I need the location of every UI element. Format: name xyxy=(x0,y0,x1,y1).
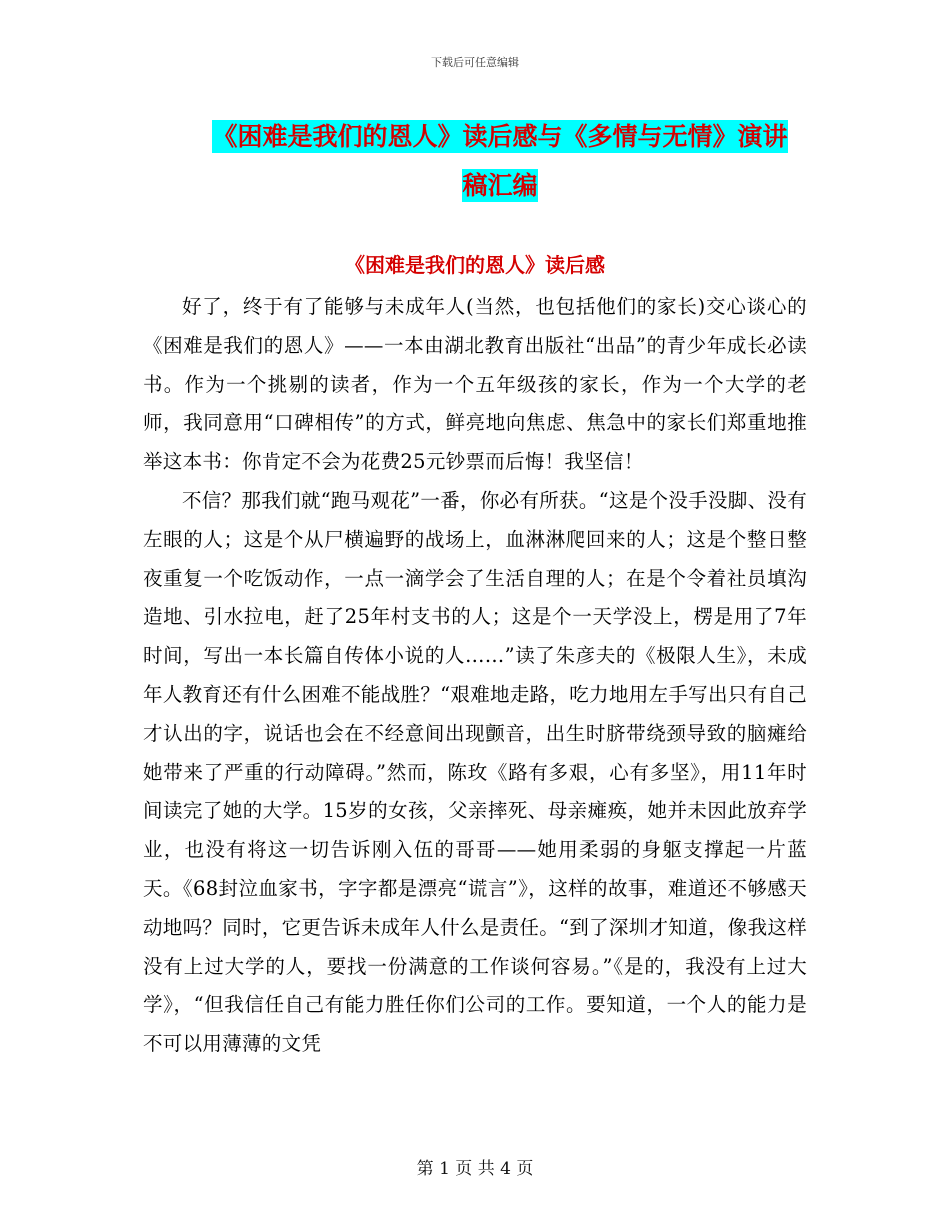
document-title-line-1: 《困难是我们的恩人》读后感与《多情与无情》演讲 xyxy=(212,122,788,151)
section-title: 《困难是我们的恩人》读后感 xyxy=(345,253,605,277)
document-title xyxy=(190,112,810,210)
paragraph-2: 不信？那我们就“跑马观花”一番，你必有所获。“这是个没手没脚、没有左眼的人；这是个从尸横遍野的战场上，血淋淋爬回来的人；这是个整日整夜重复一个吃饭动作，一点一滴学会了生活自理的人；在是个令着社员填沟造地、引水拉电，赶了25年村支书的人；这是个一天学没上，楞是用了7年时间，写出一本长篇自传体小说的人……”读了朱彦夫的《极限人生》，未成年人教育还有什么困难不能战胜？“艰难地走路，吃力地用左手写出只有自己才认出的字，说话也会在不经意间出现颤音，出生时脐带绕颈导致的脑瘫给她带来了严重的行动障碍。”然而，陈玫《路有多艰，心有多坚》，用11年时间读完了她的大学。15岁的女孩，父亲摔死、母亲瘫痪，她并未因此放弃学业，也没有将这一切告诉刚入伍的哥哥——她用柔弱的身躯支撑起一片蓝天。《68封泣血家书，字字都是漂亮“谎言”》，这样的故事，难道还不够感天动地吗？同时，它更告诉未成年人什么是责任。“到了深圳才知道，像我这样没有上过大学的人，要找一份满意的工作谈何容易。”《是的，我没有上过大学》，“但我信任自己有能力胜任你们公司的工作。要知道，一个人的能力是不可以用薄薄的文凭 xyxy=(143,488,807,1056)
document-title-line-2: 稿汇编 xyxy=(462,171,538,200)
paragraph-1: 好了，终于有了能够与未成年人(当然，也包括他们的家长)交心谈心的《困难是我们的恩人》——一本由湖北教育出版社“出品”的青少年成长必读书。作为一个挑剔的读者，作为一个五年级孩的家长，作为一个大学的老师，我同意用“口碑相传”的方式，鲜亮地向焦虑、焦急中的家长们郑重地推举这本书：你肯定不会为花费25元钞票而后悔！我坚信！ xyxy=(143,295,807,474)
article-body xyxy=(143,288,807,1064)
page-number-footer: 第 1 页 共 4 页 xyxy=(416,1159,534,1179)
header-note: 下载后可任意编辑 xyxy=(431,56,519,69)
